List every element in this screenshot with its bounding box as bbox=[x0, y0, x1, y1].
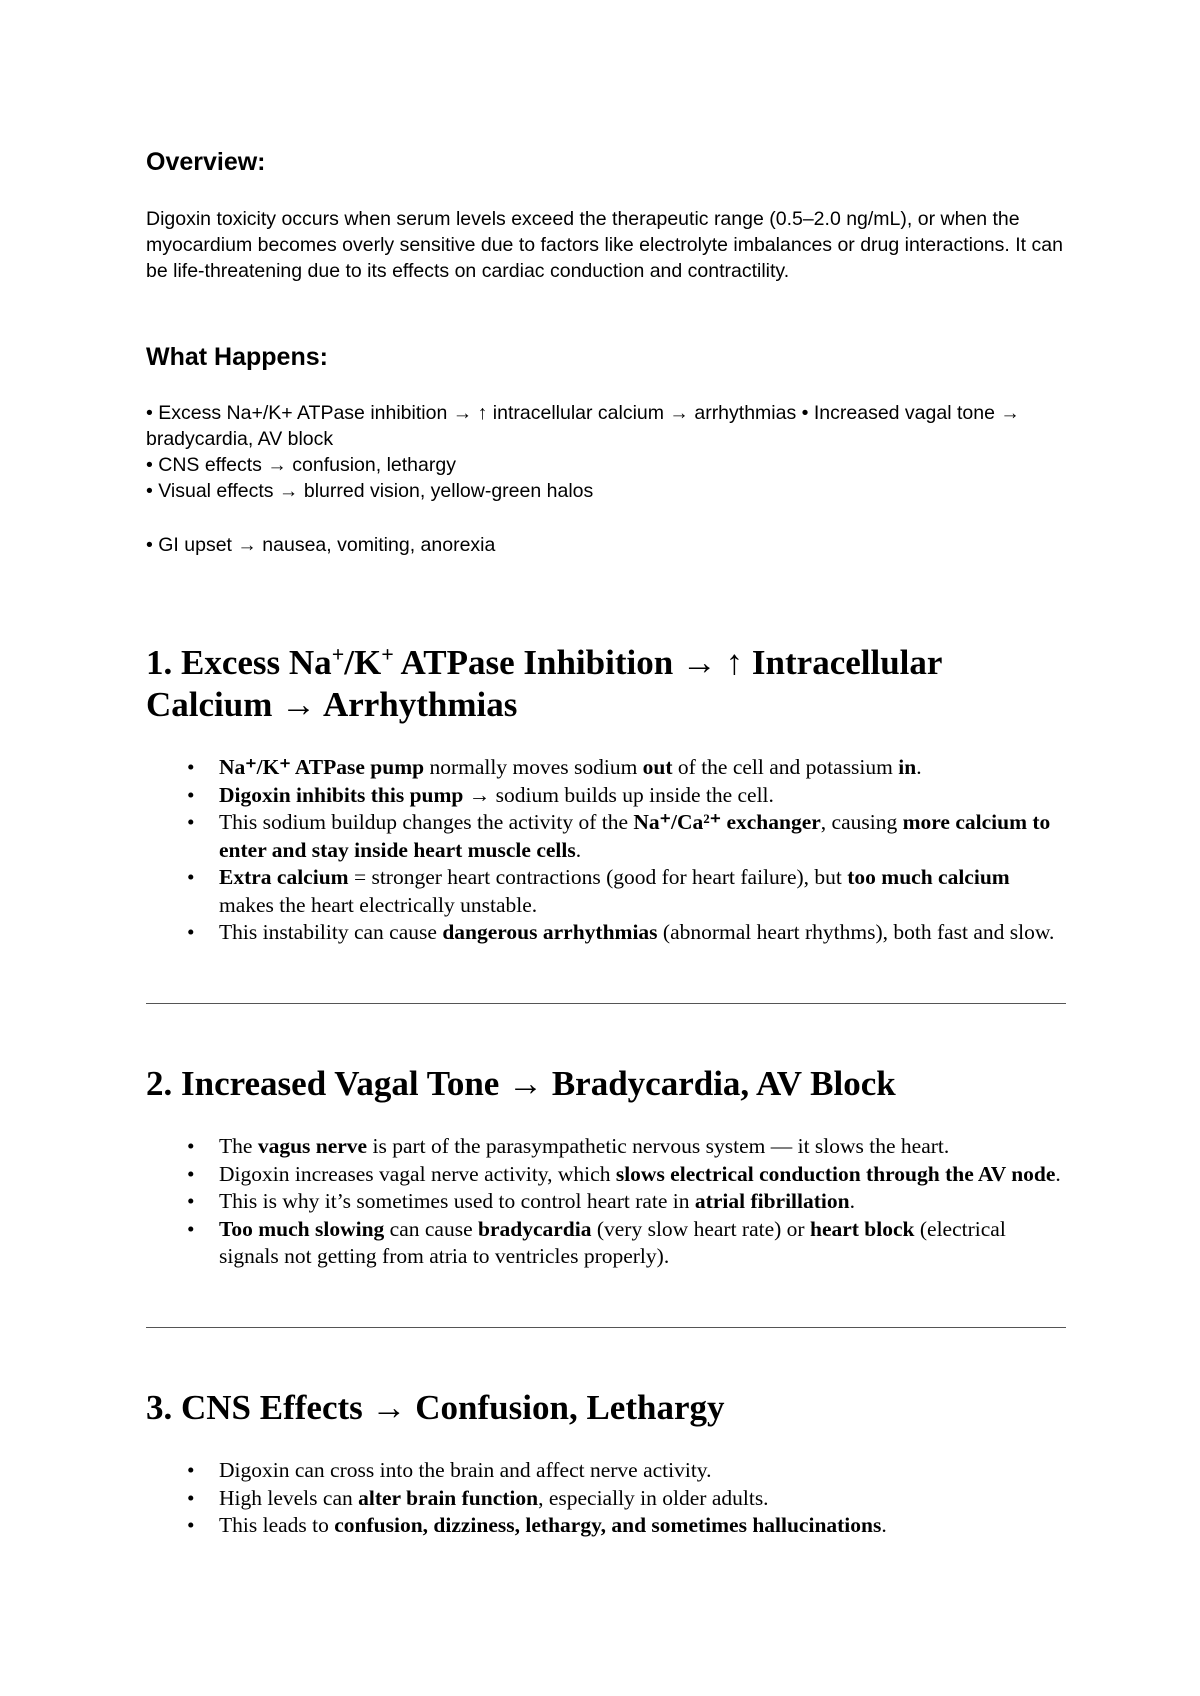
what-happens-line: • Visual effects → blurred vision, yellow-green halos bbox=[146, 480, 594, 502]
section-divider bbox=[146, 1003, 1066, 1004]
section3-heading: 3. CNS Effects → Confusion, Lethargy bbox=[146, 1388, 725, 1427]
list-item: • Extra calcium = stronger heart contractions (good for heart failure), but too much calcium makes the heart electrically unstable. bbox=[187, 865, 1010, 917]
what-happens-line: • GI upset → nausea, vomiting, anorexia bbox=[146, 534, 496, 556]
list-item: • High levels can alter brain function, especially in older adults. bbox=[146, 1485, 1066, 1513]
what-happens-heading: What Happens: bbox=[146, 343, 328, 371]
list-item: • Digoxin inhibits this pump → sodium builds up inside the cell. bbox=[146, 782, 1066, 810]
section2-heading: 2. Increased Vagal Tone → Bradycardia, AV Block bbox=[146, 1064, 896, 1103]
bullet-dot: • bbox=[187, 1189, 195, 1213]
bullet-dot: • bbox=[187, 810, 195, 834]
list-item: • Digoxin can cross into the brain and affect nerve activity. bbox=[146, 1457, 1066, 1485]
list-item: • This leads to confusion, dizziness, lethargy, and sometimes hallucinations. bbox=[146, 1512, 1066, 1540]
section-divider bbox=[146, 1327, 1066, 1328]
what-happens-line: • Excess Na+/K+ ATPase inhibition → ↑ intracellular calcium → arrhythmias • Increased vagal tone → bradycardia, AV block bbox=[146, 402, 1020, 450]
list-item: • Too much slowing can cause bradycardia (very slow heart rate) or heart block (electrical signals not getting from atria to ventricles properly). bbox=[187, 1216, 1006, 1268]
bullet-dot: • bbox=[187, 755, 195, 779]
section1-heading: 1. Excess Na+/K+ ATPase Inhibition → ↑ Intracellular Calcium → Arrhythmias bbox=[146, 641, 942, 724]
bullet-dot: • bbox=[187, 1216, 195, 1241]
bullet-dot: • bbox=[187, 782, 195, 807]
bullet-dot: • bbox=[187, 1513, 195, 1537]
bullet-dot: • bbox=[187, 920, 195, 944]
list-item: • The vagus nerve is part of the parasympathetic nervous system — it slows the heart. bbox=[146, 1133, 1066, 1161]
bullet-dot: • bbox=[187, 1485, 195, 1510]
list-item: • Digoxin increases vagal nerve activity, which slows electrical conduction through the AV node. bbox=[146, 1161, 1066, 1189]
bullet-dot: • bbox=[187, 1161, 195, 1186]
list-item: • Na⁺/K⁺ ATPase pump normally moves sodium out of the cell and potassium in. bbox=[146, 754, 1066, 782]
list-item: • This sodium buildup changes the activity of the Na⁺/Ca²⁺ exchanger, causing more calcium to enter and stay inside heart muscle cells. bbox=[187, 810, 1051, 862]
section1-bullet-list bbox=[146, 754, 1066, 947]
overview-paragraph: Digoxin toxicity occurs when serum levels exceed the therapeutic range (0.5–2.0 ng/mL), or when the myocardium becomes overly sensitive due to factors like electrolyte imbalances or drug interactions. It can be life-threatening due to its effects on cardiac conduction and contractility. bbox=[146, 208, 1063, 282]
bullet-dot: • bbox=[187, 865, 195, 889]
bullet-dot: • bbox=[187, 1458, 195, 1482]
overview-heading: Overview: bbox=[146, 148, 266, 176]
what-happens-line: • CNS effects → confusion, lethargy bbox=[146, 454, 456, 476]
section2-bullet-list bbox=[146, 1133, 1066, 1271]
what-happens-block bbox=[146, 400, 1066, 558]
list-item: • This instability can cause dangerous arrhythmias (abnormal heart rhythms), both fast and slow. bbox=[146, 919, 1066, 947]
bullet-dot: • bbox=[187, 1134, 195, 1158]
section3-bullet-list bbox=[146, 1457, 1066, 1540]
list-item: • This is why it’s sometimes used to control heart rate in atrial fibrillation. bbox=[146, 1188, 1066, 1216]
